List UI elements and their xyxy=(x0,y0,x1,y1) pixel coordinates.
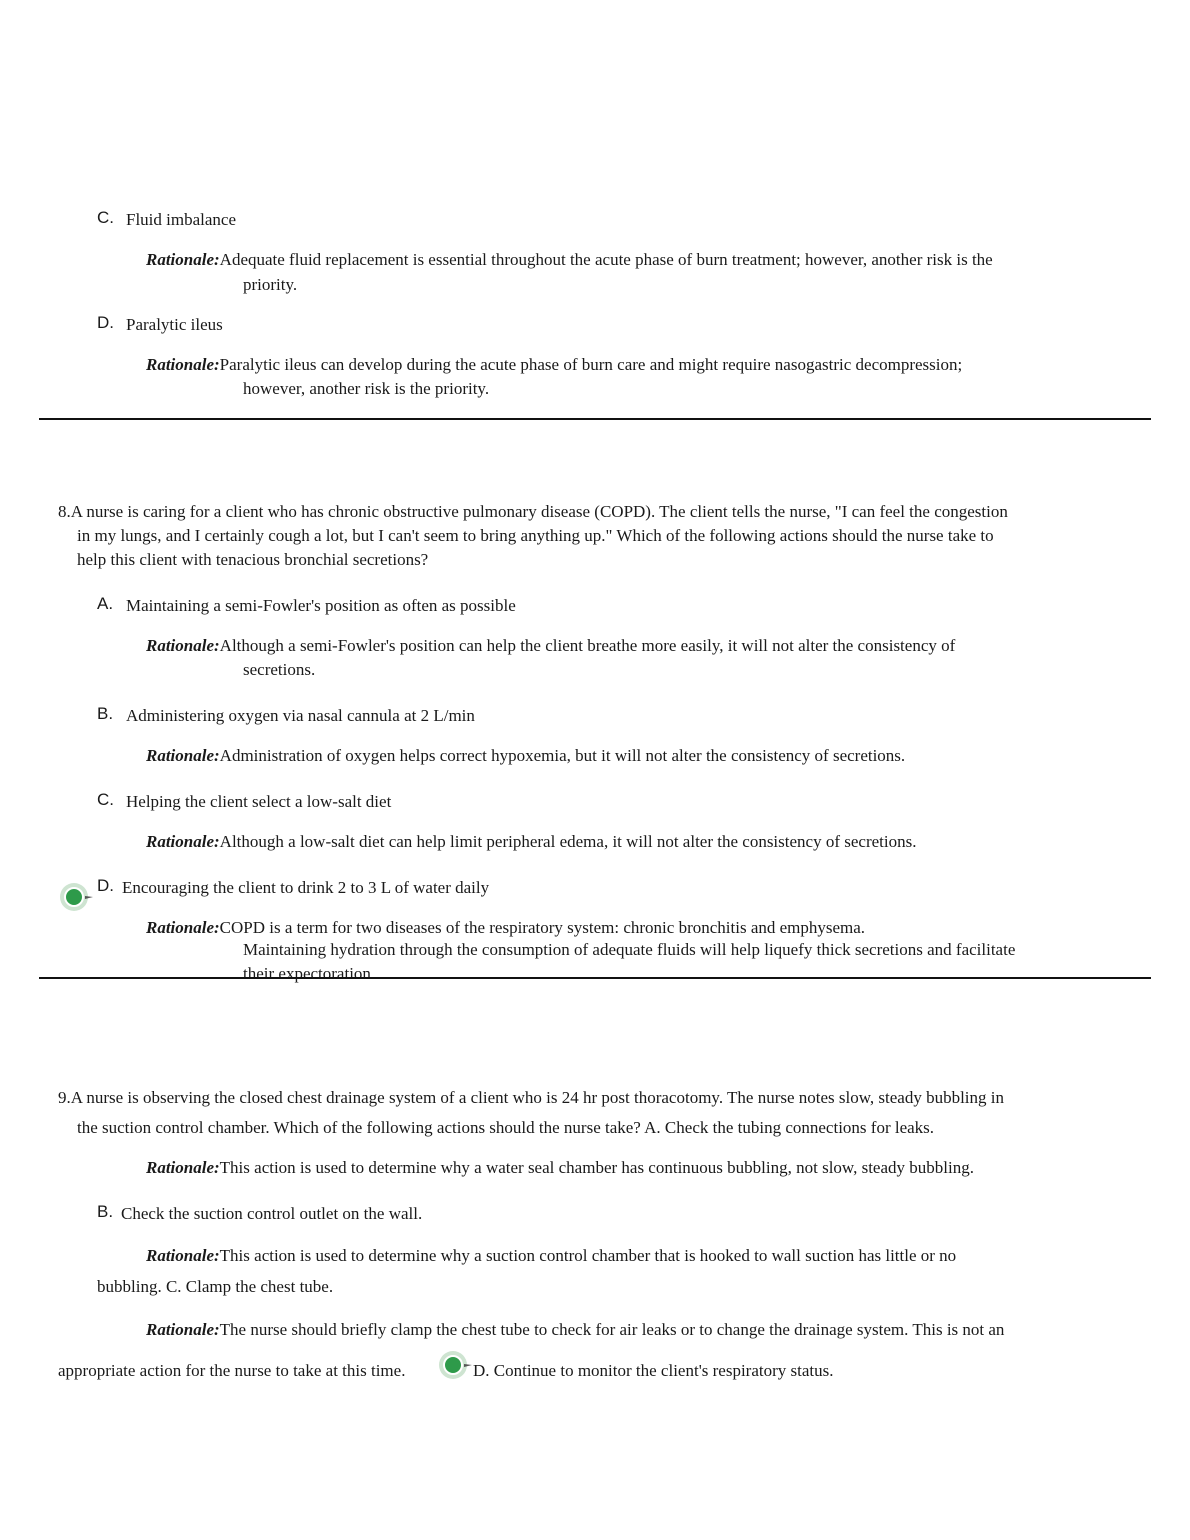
q8-option-a-rationale-cont: secretions. xyxy=(243,660,316,679)
section-divider xyxy=(39,977,1151,979)
q8-option-c-text: Helping the client select a low-salt diet xyxy=(126,792,392,811)
q8-option-d-rationale-cont-1: Maintaining hydration through the consumption of adequate fluids will help liquefy thick secretions and facilitate xyxy=(243,940,1016,959)
rationale-label: Rationale: xyxy=(146,250,220,269)
rationale-label: Rationale: xyxy=(146,1320,220,1339)
rationale-label: Rationale: xyxy=(146,918,220,937)
q8-option-c-rationale xyxy=(146,832,916,852)
q9-option-b-letter: B. xyxy=(97,1202,114,1221)
q8-stem-line-3: help this client with tenacious bronchial secretions? xyxy=(77,550,429,569)
rationale-text: Adequate fluid replacement is essential throughout the acute phase of burn treatment; however, another risk is the xyxy=(219,250,993,269)
q9-option-b-text: Check the suction control outlet on the wall. xyxy=(121,1204,423,1223)
q8-option-a-text: Maintaining a semi-Fowler's position as often as possible xyxy=(126,596,516,615)
rationale-label: Rationale: xyxy=(146,832,220,851)
q8-option-d-letter: D. xyxy=(97,876,114,895)
q9-option-b-rationale-cont: bubbling. C. Clamp the chest tube. xyxy=(97,1277,334,1296)
q8-option-c-letter: C. xyxy=(97,790,114,809)
q7-option-c-rationale xyxy=(146,250,993,270)
q9-stem-line-1: 9.A nurse is observing the closed chest drainage system of a client who is 24 hr post thoracotomy. The nurse notes slow, steady bubbling in xyxy=(58,1088,1005,1107)
rationale-label: Rationale: xyxy=(146,355,220,374)
q9-stem-line-2: the suction control chamber. Which of the following actions should the nurse take? A. Check the tubing connections for leaks. xyxy=(77,1118,935,1137)
rationale-text: COPD is a term for two diseases of the respiratory system: chronic bronchitis and emphysema. xyxy=(219,918,866,937)
q8-option-b-letter: B. xyxy=(97,704,114,723)
q9-option-d-text: D. Continue to monitor the client's respiratory status. xyxy=(473,1361,834,1380)
q8-option-d-rationale xyxy=(146,918,865,938)
q8-option-d-text: Encouraging the client to drink 2 to 3 L of water daily xyxy=(122,878,490,897)
rationale-text: Paralytic ileus can develop during the acute phase of burn care and might require nasogastric decompression; xyxy=(219,355,963,374)
rationale-text: This action is used to determine why a water seal chamber has continuous bubbling, not slow, steady bubbling. xyxy=(219,1158,974,1177)
q7-option-d-letter: D. xyxy=(97,313,114,332)
correct-answer-marker-icon xyxy=(58,880,94,914)
q7-option-c-rationale-cont: priority. xyxy=(243,275,298,294)
rationale-label: Rationale: xyxy=(146,746,220,765)
q7-option-d-rationale-cont: however, another risk is the priority. xyxy=(243,379,490,398)
rationale-text: Although a low-salt diet can help limit peripheral edema, it will not alter the consistency of secretions. xyxy=(219,832,917,851)
section-divider xyxy=(39,418,1151,420)
q7-option-d-rationale xyxy=(146,355,962,375)
q9-option-c-rationale xyxy=(146,1320,1004,1340)
q8-stem-line-2: in my lungs, and I certainly cough a lot, but I can't seem to bring anything up." Which of the following actions should the nurse take to xyxy=(77,526,994,545)
q7-option-d-text: Paralytic ileus xyxy=(126,315,223,334)
rationale-text: Administration of oxygen helps correct hypoxemia, but it will not alter the consistency of secretions. xyxy=(219,746,906,765)
rationale-text: The nurse should briefly clamp the chest tube to check for air leaks or to change the drainage system. This is not an xyxy=(219,1320,1005,1339)
q8-option-a-rationale xyxy=(146,636,955,656)
rationale-label: Rationale: xyxy=(146,636,220,655)
rationale-label: Rationale: xyxy=(146,1158,220,1177)
q7-option-c-text: Fluid imbalance xyxy=(126,210,237,229)
q8-option-d-rationale-cont-2: their expectoration. xyxy=(243,964,376,983)
rationale-text: Although a semi-Fowler's position can help the client breathe more easily, it will not alter the consistency of xyxy=(219,636,956,655)
q9-option-b-rationale xyxy=(146,1246,956,1266)
q9-last-line-a: appropriate action for the nurse to take at this time. xyxy=(58,1361,406,1380)
rationale-label: Rationale: xyxy=(146,1246,220,1265)
q8-option-b-rationale xyxy=(146,746,905,766)
rationale-text: This action is used to determine why a suction control chamber that is hooked to wall suction has little or no xyxy=(219,1246,957,1265)
q8-option-a-letter: A. xyxy=(97,594,114,613)
q7-option-c-letter: C. xyxy=(97,208,114,227)
q8-stem-line-1: 8.A nurse is caring for a client who has chronic obstructive pulmonary disease (COPD). The client tells the nurse, "I can feel the congestion xyxy=(58,502,1008,521)
q9-option-a-rationale xyxy=(146,1158,974,1178)
correct-answer-marker-icon xyxy=(437,1348,473,1382)
q8-option-b-text: Administering oxygen via nasal cannula at 2 L/min xyxy=(126,706,475,725)
